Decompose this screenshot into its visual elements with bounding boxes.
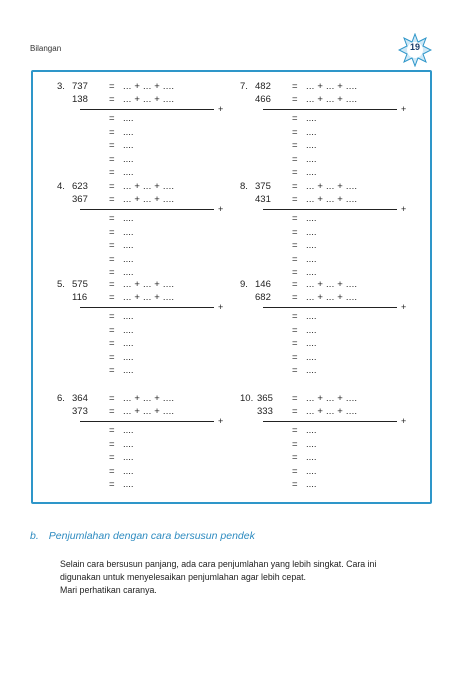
answer-blank: .... [123,311,134,322]
answer-blank: .... [306,338,317,350]
equals-sign: = [109,167,115,179]
paragraph-line: Selain cara bersusun panjang, ada cara penjumlahan yang lebih singkat. Cara ini [60,559,377,569]
chapter-title: Bilangan [30,44,62,53]
answer-blank: .... [306,167,317,179]
addend-2: 333 [257,406,273,417]
section-paragraph [60,558,450,597]
answer-blank: .... [123,226,134,238]
exercise-problem [57,80,237,190]
equals-sign: = [109,351,115,363]
expansion-blank: ... + ... + .... [123,81,175,92]
answer-blank: .... [306,126,317,138]
expansion-blank: ... + ... + .... [123,279,175,290]
equals-sign: = [109,393,115,404]
equals-sign: = [109,279,115,290]
exercise-problem [57,180,237,290]
answer-blank: .... [306,465,317,477]
equals-sign: = [109,213,115,224]
answer-blank: .... [123,438,134,450]
expansion-blank: ... + ... + .... [306,393,358,404]
addend-2: 373 [72,406,88,417]
expansion-blank: ... + ... + .... [306,406,358,417]
sum-line [263,307,397,308]
exercise-problem [240,80,420,190]
equals-sign: = [109,194,115,205]
answer-blank: .... [123,324,134,336]
page-number-badge [398,33,432,67]
equals-sign: = [109,113,115,124]
expansion-blank: ... + ... + .... [306,94,358,105]
answer-blank: .... [306,324,317,336]
equals-sign: = [109,338,115,350]
answer-blank: .... [306,213,317,224]
equals-sign: = [109,94,115,105]
equals-sign: = [292,181,298,192]
section-letter: b. [30,530,39,542]
expansion-blank: ... + ... + .... [123,181,175,192]
addend-2: 367 [72,194,88,205]
addend-1: 375 [255,181,271,192]
sum-line [263,209,397,210]
equals-sign: = [292,81,298,92]
addend-1: 623 [72,181,88,192]
answer-blank: .... [123,140,134,152]
addend-1: 364 [72,393,88,404]
equals-sign: = [109,465,115,477]
expansion-blank: ... + ... + .... [306,279,358,290]
plus-sign: + [218,104,224,114]
expansion-blank: ... + ... + .... [306,181,358,192]
equals-sign: = [292,338,298,350]
expansion-blank: ... + ... + .... [306,194,358,205]
problem-number: 3. [57,81,65,92]
equals-sign: = [292,153,298,165]
answer-blank: .... [306,365,317,377]
equals-sign: = [109,140,115,152]
sum-line [263,109,397,110]
answer-blank: .... [306,226,317,238]
answer-blank: .... [306,240,317,252]
equals-sign: = [292,240,298,252]
answer-blank: .... [306,438,317,450]
answer-blank: .... [123,253,134,265]
problem-number: 4. [57,181,65,192]
problem-number: 10. [240,393,254,404]
equals-sign: = [292,226,298,238]
equals-sign: = [109,226,115,238]
answer-blank: .... [123,365,134,377]
answer-blank: .... [123,465,134,477]
equals-sign: = [109,181,115,192]
equals-sign: = [292,140,298,152]
equals-sign: = [292,406,298,417]
equals-sign: = [109,267,115,279]
equals-sign: = [292,253,298,265]
addend-2: 431 [255,194,271,205]
answer-blank: .... [306,311,317,322]
answer-blank: .... [123,167,134,179]
section-heading [30,530,255,542]
answer-blank: .... [306,113,317,124]
answer-blank: .... [123,351,134,363]
equals-sign: = [109,425,115,436]
addend-2: 116 [72,292,88,303]
equals-sign: = [292,279,298,290]
addend-1: 575 [72,279,88,290]
paragraph-line: digunakan untuk menyelesaikan penjumlahan agar lebih cepat. [60,572,306,582]
problem-number: 6. [57,393,65,404]
equals-sign: = [109,311,115,322]
equals-sign: = [109,452,115,464]
answer-blank: .... [306,479,317,491]
equals-sign: = [292,425,298,436]
equals-sign: = [292,194,298,205]
equals-sign: = [292,113,298,124]
equals-sign: = [292,213,298,224]
answer-blank: .... [306,140,317,152]
page-number: 19 [409,42,420,52]
expansion-blank: ... + ... + .... [123,194,175,205]
problem-number: 8. [240,181,248,192]
answer-blank: .... [123,240,134,252]
answer-blank: .... [306,153,317,165]
expansion-blank: ... + ... + .... [123,393,175,404]
expansion-blank: ... + ... + .... [123,94,175,105]
expansion-blank: ... + ... + .... [306,81,358,92]
sum-line [80,109,214,110]
equals-sign: = [109,292,115,303]
plus-sign: + [401,302,407,312]
sum-line [80,307,214,308]
equals-sign: = [292,393,298,404]
equals-sign: = [292,351,298,363]
equals-sign: = [292,292,298,303]
equals-sign: = [292,479,298,491]
answer-blank: .... [123,126,134,138]
answer-blank: .... [306,351,317,363]
answer-blank: .... [123,338,134,350]
addend-1: 482 [255,81,271,92]
answer-blank: .... [123,452,134,464]
exercise-problem [240,392,420,502]
equals-sign: = [292,267,298,279]
equals-sign: = [109,126,115,138]
problem-number: 5. [57,279,65,290]
addend-1: 365 [257,393,273,404]
equals-sign: = [292,365,298,377]
equals-sign: = [292,438,298,450]
addend-2: 682 [255,292,271,303]
equals-sign: = [292,452,298,464]
equals-sign: = [292,311,298,322]
equals-sign: = [109,153,115,165]
exercise-problem [240,278,420,388]
answer-blank: .... [306,253,317,265]
equals-sign: = [109,253,115,265]
sum-line [80,209,214,210]
problem-number: 7. [240,81,248,92]
answer-blank: .... [306,452,317,464]
answer-blank: .... [306,267,317,279]
answer-blank: .... [306,425,317,436]
equals-sign: = [292,324,298,336]
plus-sign: + [218,302,224,312]
equals-sign: = [292,167,298,179]
equals-sign: = [109,406,115,417]
addend-1: 737 [72,81,88,92]
sum-line [80,421,214,422]
plus-sign: + [401,416,407,426]
answer-blank: .... [123,267,134,279]
plus-sign: + [218,204,224,214]
equals-sign: = [109,365,115,377]
equals-sign: = [109,324,115,336]
paragraph-line: Mari perhatikan caranya. [60,585,157,595]
answer-blank: .... [123,113,134,124]
equals-sign: = [292,126,298,138]
answer-blank: .... [123,425,134,436]
expansion-blank: ... + ... + .... [306,292,358,303]
addend-2: 466 [255,94,271,105]
expansion-blank: ... + ... + .... [123,292,175,303]
addend-2: 138 [72,94,88,105]
equals-sign: = [109,240,115,252]
equals-sign: = [109,438,115,450]
equals-sign: = [109,81,115,92]
exercise-problem [57,392,237,502]
equals-sign: = [292,465,298,477]
sum-line [263,421,397,422]
answer-blank: .... [123,153,134,165]
plus-sign: + [401,104,407,114]
problem-number: 9. [240,279,248,290]
equals-sign: = [109,479,115,491]
plus-sign: + [401,204,407,214]
answer-blank: .... [123,213,134,224]
equals-sign: = [292,94,298,105]
exercise-problem [240,180,420,290]
plus-sign: + [218,416,224,426]
addend-1: 146 [255,279,271,290]
section-title: Penjumlahan dengan cara bersusun pendek [48,530,255,542]
expansion-blank: ... + ... + .... [123,406,175,417]
answer-blank: .... [123,479,134,491]
exercise-problem [57,278,237,388]
